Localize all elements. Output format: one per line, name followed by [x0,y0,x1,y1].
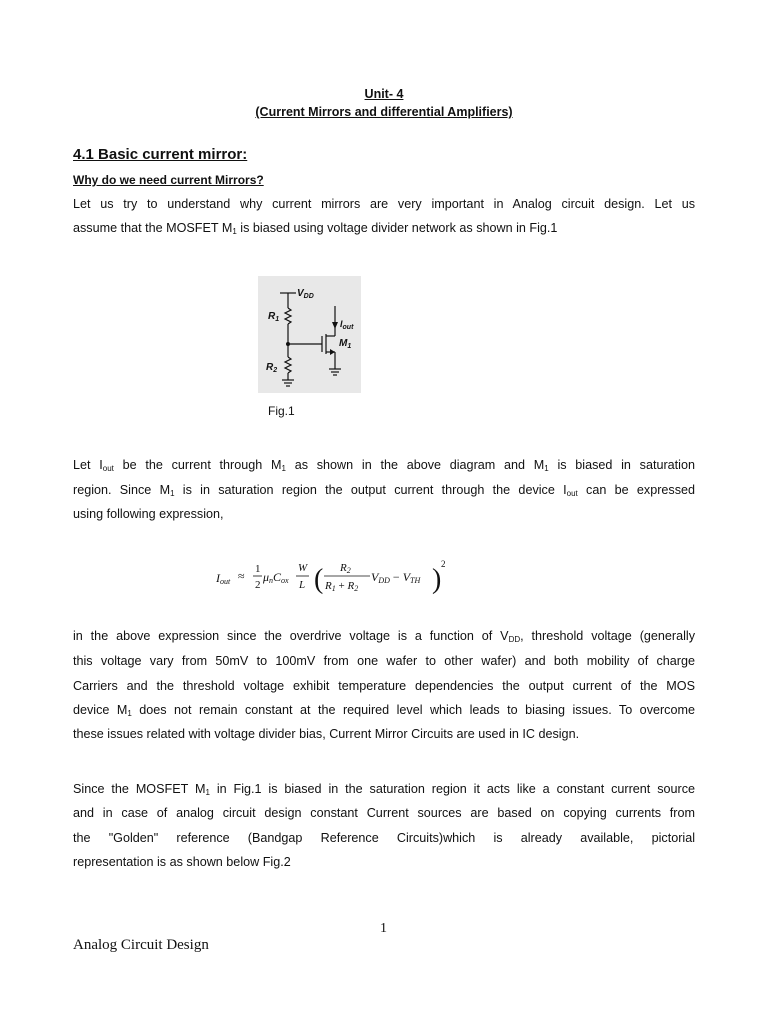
svg-text:(: ( [314,564,324,595]
circuit-diagram [258,276,361,393]
para4-line1: Since the MOSFET $M_1$ in Fig.1 is biased in the saturation region it acts like a constant current source [73,782,696,797]
para3-line3: Carriers and the threshold voltage exhibit temperature dependencies the output current of the MOS [73,679,695,693]
para3-line1: in the above expression since the overdrive voltage is a function of $V_{DD}$, threshold voltage (generally [73,629,695,644]
svg-text:≈: ≈ [238,569,245,583]
para4-line4: representation is as shown below Fig.2 [73,855,291,869]
svg-text:R1: $R_1$ [268,311,280,323]
unit-title: Unit- 4 [364,87,404,101]
svg-text:2: 2 [441,559,446,569]
saturation-current-equation [214,555,454,605]
svg-text:M1: $M_1$ [339,338,352,350]
svg-text:L: L [299,579,306,591]
svg-text:Iout: Iout [216,571,231,586]
footer-course-title: Analog Circuit Design [73,937,209,953]
para2-line3: using following expression, [73,507,224,521]
para3-line4: device $M_1$ does not remain constant at the required level which leads to biasing issues. To overcome [73,703,695,718]
para3-line2: this voltage vary from 50mV to 100mV from one wafer to other wafer) and both mobility of charge [73,654,695,668]
para1-line1: Let us try to understand why current mirrors are very important in Analog circuit design. Let us [73,197,695,211]
para4-line3: the "Golden" reference (Bandgap Reference Circuits)which is already available, pictorial [73,831,695,845]
svg-text:μnCox: μnCox [263,570,289,585]
para2-line1: Let $I_{out}$ be the current through $M_1$ as shown in the above diagram and $M_1$ is biased in saturation [73,458,695,473]
figure1-circuit [258,276,361,393]
svg-text:R1 + R2: R1 + R2 [325,580,359,593]
page-number: 1 [380,921,387,936]
svg-text:W: W [298,562,308,574]
svg-text:): ) [432,564,442,595]
svg-text:VDD − VTH: VDD − VTH [371,570,421,585]
figure1-caption: Fig.1 [268,404,295,418]
svg-text:R2: R2 [340,562,351,575]
svg-text:1: 1 [255,563,261,575]
para1-line2: assume that the MOSFET $M_1$ is biased using voltage divider network as shown in Fig.1 [73,221,558,236]
section-subheading: Why do we need current Mirrors? [73,173,264,187]
section-heading: 4.1 Basic current mirror: [73,146,248,163]
para2-line2: region. Since $M_1$ is in saturation region the output current through the device $I_{out}$ can be expressed [73,483,695,498]
svg-text:R2: $R_2$ [266,362,278,374]
unit-subtitle: (Current Mirrors and differential Amplifiers) [255,105,513,119]
svg-text:VDD: $V_{DD}$ [297,288,314,300]
svg-text:2: 2 [255,579,261,591]
para3-line5: these issues related with voltage divider bias, Current Mirror Circuits are used in IC design. [73,727,580,741]
para4-line2: and in case of analog circuit design constant Current sources are based on copying currents from [73,806,695,820]
equation-svg [214,555,454,605]
svg-text:Iout: $I_{out}$ [340,319,354,331]
